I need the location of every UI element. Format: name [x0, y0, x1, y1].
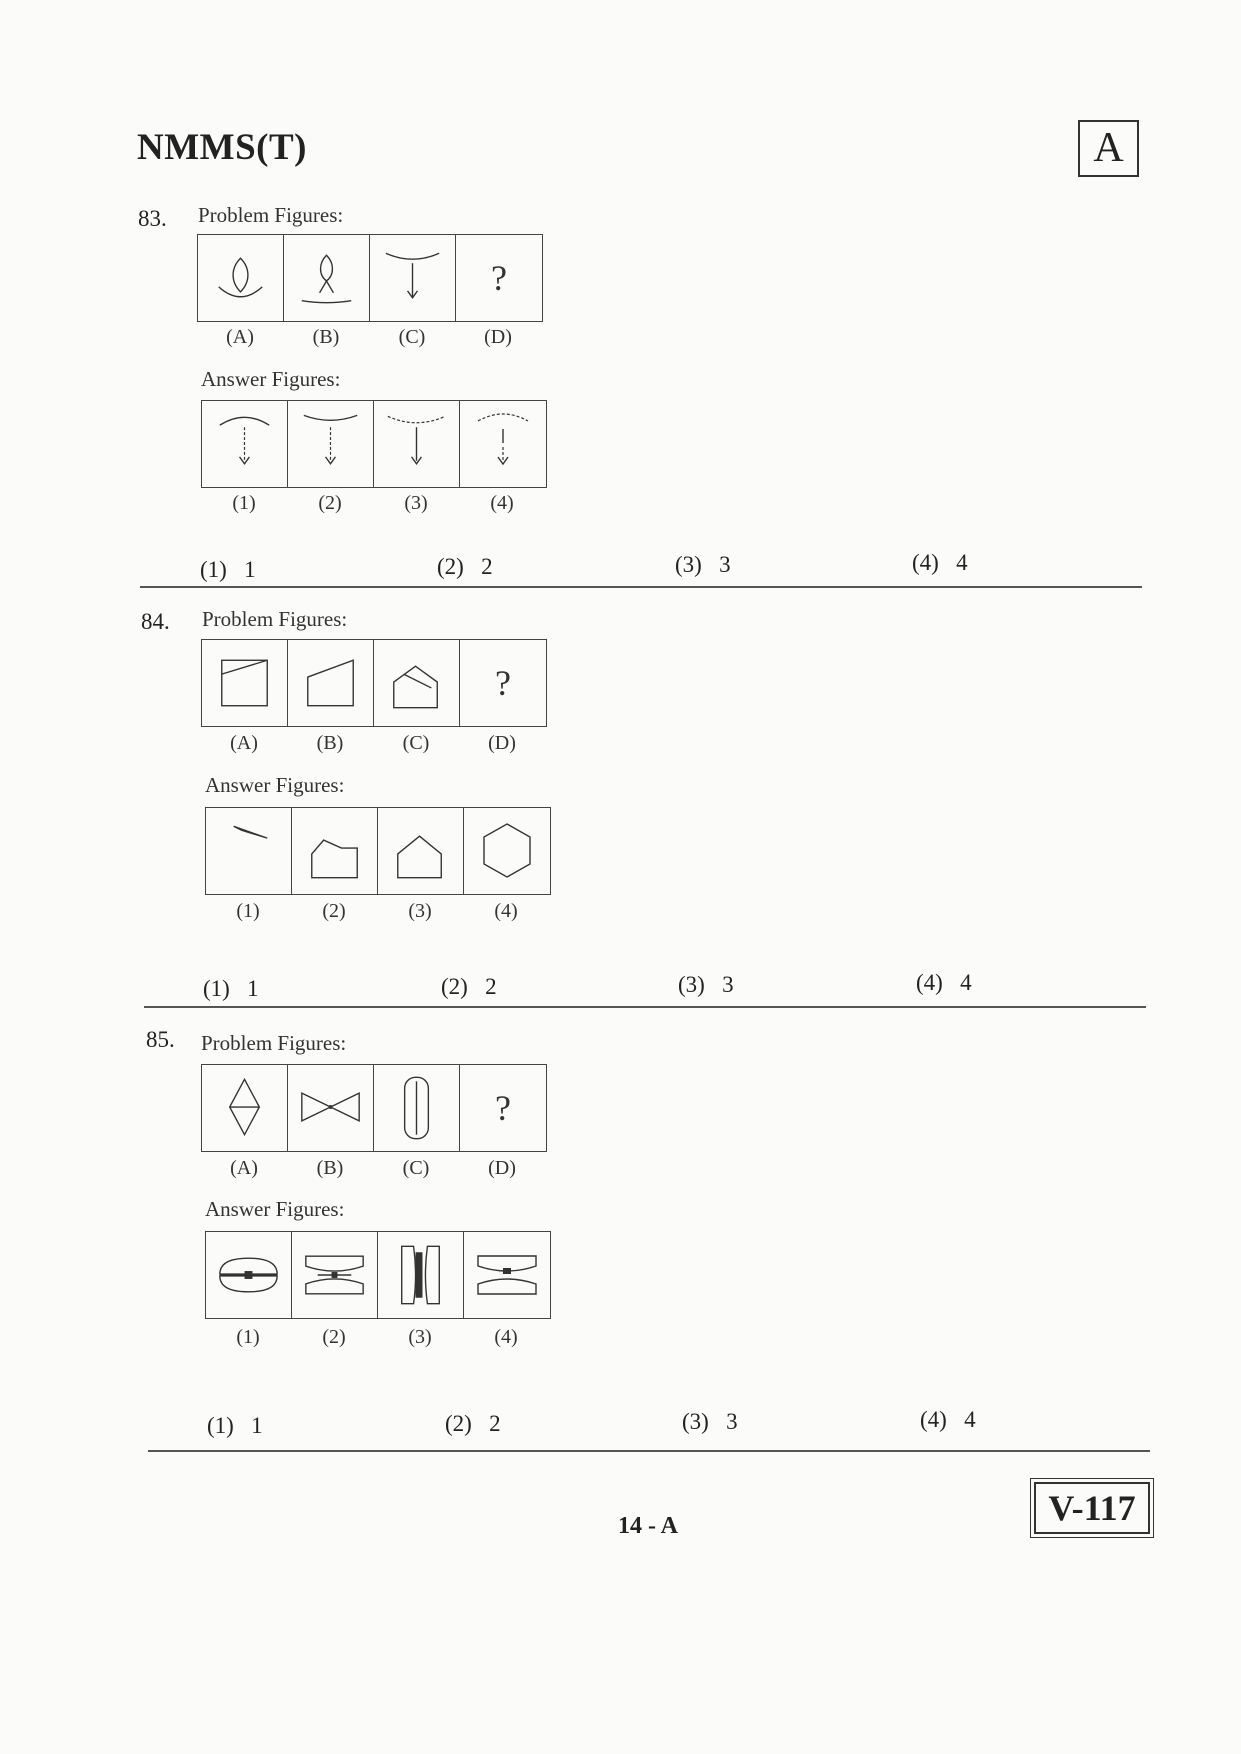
answer-figure-4: [464, 1232, 550, 1318]
problem-figures-strip: [197, 234, 543, 322]
question-number: 84.: [141, 609, 170, 634]
problem-figure-b: [288, 1065, 374, 1151]
answer-figures-label: Answer Figures:: [205, 1197, 345, 1221]
problem-figures-strip: [201, 639, 547, 727]
answer-captions: (1) (2) (3) (4): [236, 900, 518, 922]
answer-figure-1: [206, 1232, 292, 1318]
option-1[interactable]: (1) 1: [207, 1413, 263, 1438]
option-1[interactable]: (1) 1: [203, 976, 259, 1001]
divider: [140, 586, 1142, 588]
problem-figure-b: [288, 640, 374, 726]
answer-figure-3: [374, 401, 460, 487]
problem-figure-a: [202, 1065, 288, 1151]
answer-figure-2: [288, 401, 374, 487]
page-number: 14 - A: [618, 1513, 678, 1539]
problem-figures-label: Problem Figures:: [201, 1031, 347, 1055]
answer-figure-3: [378, 1232, 464, 1318]
answer-figure-4: [460, 401, 546, 487]
problem-figures-strip: [201, 1064, 547, 1152]
option-3[interactable]: (3) 3: [678, 972, 734, 997]
answer-figures-strip: [201, 400, 547, 488]
problem-figure-b: [284, 235, 370, 321]
problem-figure-unknown: ?: [495, 663, 511, 703]
problem-captions: (A) (B) (C) (D): [230, 1157, 516, 1179]
problem-figure-a: [202, 640, 288, 726]
divider: [148, 1450, 1150, 1452]
option-3[interactable]: (3) 3: [682, 1409, 738, 1434]
option-3[interactable]: (3) 3: [675, 552, 731, 577]
option-2[interactable]: (2) 2: [437, 554, 493, 579]
problem-figures-label: Problem Figures:: [202, 607, 348, 631]
option-2[interactable]: (2) 2: [445, 1411, 501, 1436]
set-code-badge: A: [1078, 120, 1139, 177]
answer-figure-4: [464, 808, 550, 894]
answer-captions: (1) (2) (3) (4): [232, 492, 514, 514]
option-4[interactable]: (4) 4: [916, 970, 972, 995]
problem-figure-c: [370, 235, 456, 321]
problem-figures-label: Problem Figures:: [198, 203, 344, 227]
answer-captions: (1) (2) (3) (4): [236, 1326, 518, 1348]
answer-figure-3: [378, 808, 464, 894]
exam-title: NMMS(T): [137, 127, 307, 168]
problem-figure-c: [374, 1065, 460, 1151]
answer-figures-label: Answer Figures:: [205, 773, 345, 797]
option-1[interactable]: (1) 1: [200, 557, 256, 582]
answer-figures-strip: [205, 1231, 551, 1319]
option-4[interactable]: (4) 4: [920, 1407, 976, 1432]
paper-code-badge: V-117: [1034, 1482, 1150, 1534]
question-number: 85.: [146, 1027, 175, 1052]
option-4[interactable]: (4) 4: [912, 550, 968, 575]
answer-figure-1: [206, 808, 292, 894]
problem-figure-unknown: ?: [491, 258, 507, 298]
option-2[interactable]: (2) 2: [441, 974, 497, 999]
answer-figure-2: [292, 808, 378, 894]
question-number: 83.: [138, 206, 167, 231]
answer-figures-label: Answer Figures:: [201, 367, 341, 391]
problem-figure-unknown: ?: [495, 1088, 511, 1128]
problem-figure-a: [198, 235, 284, 321]
problem-captions: (A) (B) (C) (D): [226, 326, 512, 348]
answer-figure-2: [292, 1232, 378, 1318]
problem-captions: (A) (B) (C) (D): [230, 732, 516, 754]
answer-figure-1: [202, 401, 288, 487]
divider: [144, 1006, 1146, 1008]
answer-figures-strip: [205, 807, 551, 895]
problem-figure-c: [374, 640, 460, 726]
